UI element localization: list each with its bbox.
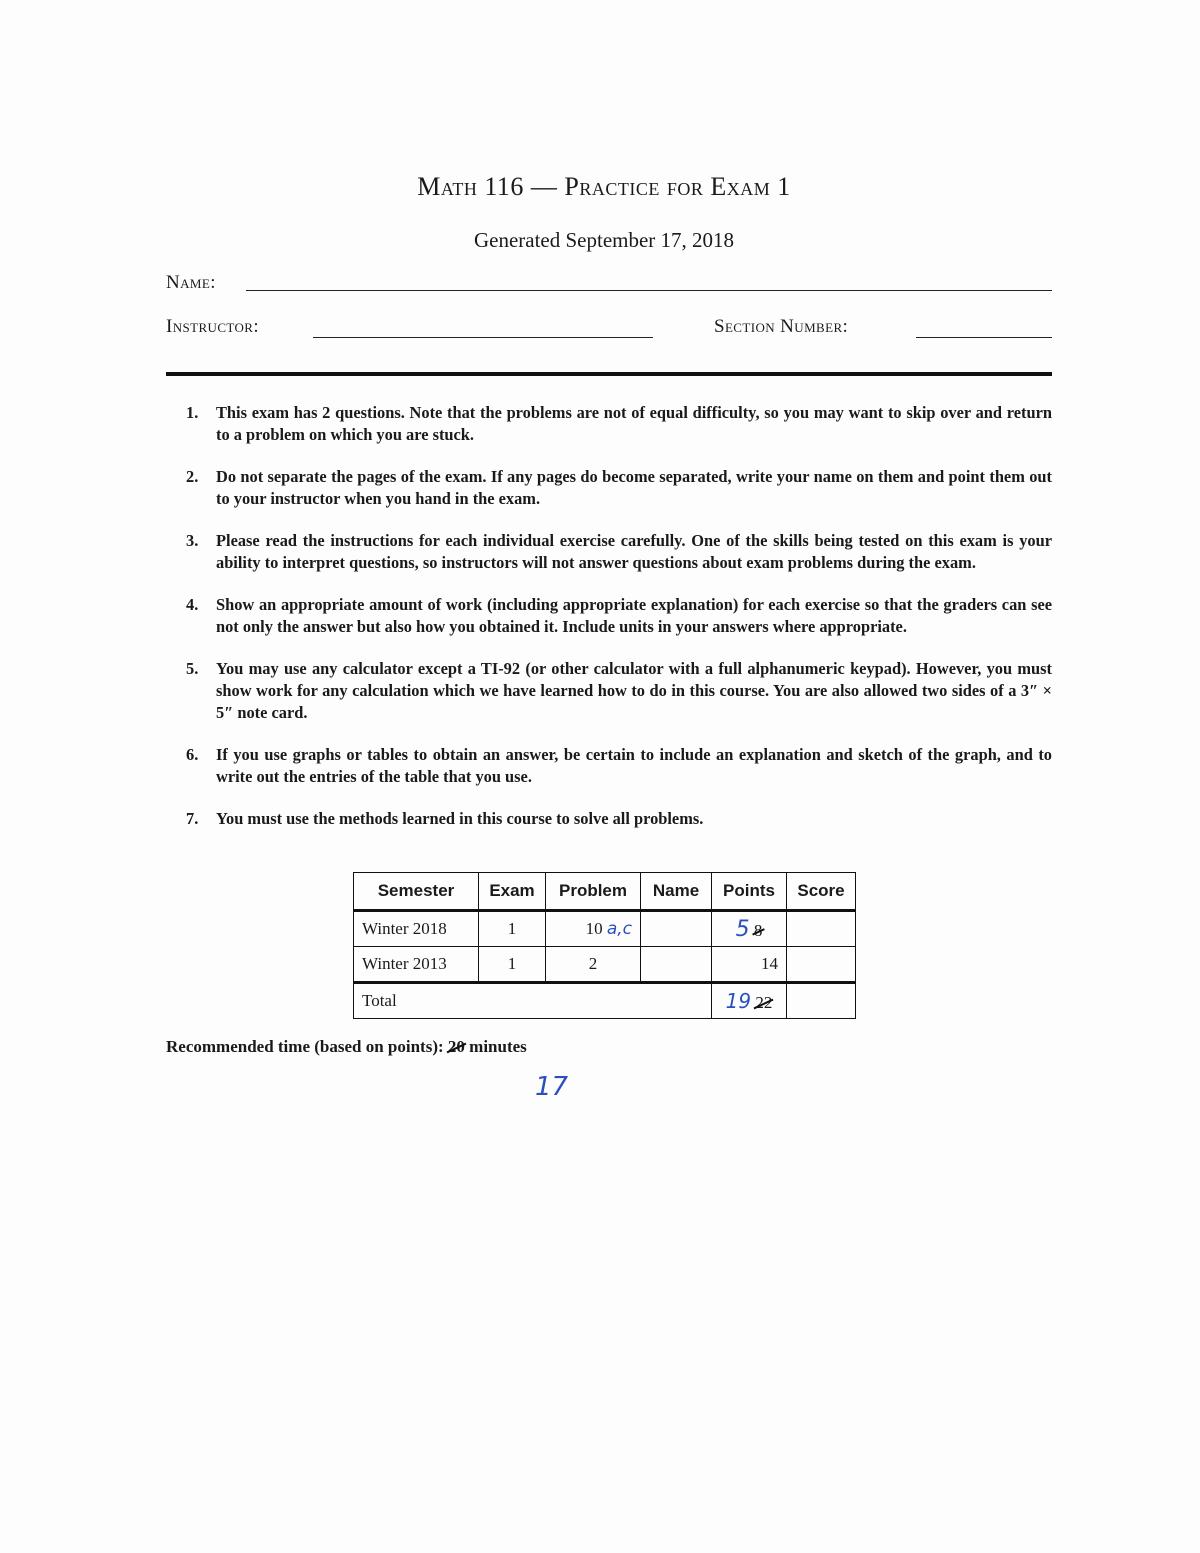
list-item bbox=[186, 658, 1052, 724]
problem-cell bbox=[546, 911, 641, 947]
table-header-row bbox=[354, 873, 856, 911]
struck-points: 8 bbox=[753, 920, 763, 940]
header-divider bbox=[166, 372, 1052, 376]
total-points-cell bbox=[712, 983, 787, 1019]
struck-total: 22 bbox=[755, 993, 773, 1012]
item-number: 5. bbox=[186, 659, 199, 678]
instructions-list bbox=[186, 402, 1052, 850]
instructor-label: Instructor: bbox=[166, 316, 260, 337]
list-item bbox=[186, 466, 1052, 510]
handwritten-parts: a,c bbox=[606, 919, 632, 939]
header-score: Score bbox=[787, 873, 856, 911]
header-name: Name bbox=[641, 873, 712, 911]
exam-cell: 1 bbox=[479, 911, 546, 947]
list-item bbox=[186, 530, 1052, 574]
item-number: 7. bbox=[186, 809, 199, 828]
name-field[interactable] bbox=[246, 290, 1052, 291]
exam-cell: 1 bbox=[479, 947, 546, 983]
item-number: 6. bbox=[186, 745, 199, 764]
item-number: 3. bbox=[186, 531, 199, 550]
item-number: 4. bbox=[186, 595, 199, 614]
list-item bbox=[186, 808, 1052, 830]
score-cell[interactable] bbox=[787, 947, 856, 983]
name-cell[interactable] bbox=[641, 947, 712, 983]
minutes-unit: minutes bbox=[469, 1037, 527, 1056]
item-text: Do not separate the pages of the exam. If any pages do become separated, write your name on them and point them out to your instructor when you hand in the exam. bbox=[216, 467, 1052, 508]
score-cell[interactable] bbox=[787, 911, 856, 947]
problem-cell: 2 bbox=[546, 947, 641, 983]
section-number-field[interactable] bbox=[916, 337, 1052, 338]
item-text: You must use the methods learned in this course to solve all problems. bbox=[216, 809, 704, 828]
item-text: You may use any calculator except a TI-92 (or other calculator with a full alphanumeric keypad). However, you must show work for any calculation which we have learned how to do in this course. You are also allowed two sides of a 3″ × 5″ note card. bbox=[216, 659, 1052, 722]
course-name: Math 116 bbox=[417, 172, 524, 201]
recommended-label: Recommended time (based on points): bbox=[166, 1037, 444, 1056]
handwritten-points: 5 bbox=[735, 916, 750, 942]
score-table bbox=[353, 872, 856, 1019]
header-points: Points bbox=[712, 873, 787, 911]
recommended-time bbox=[166, 1037, 527, 1057]
item-text: This exam has 2 questions. Note that the problems are not of equal difficulty, so you may want to skip over and return to a problem on which you are stuck. bbox=[216, 403, 1052, 444]
points-cell bbox=[712, 911, 787, 947]
struck-minutes: 20 bbox=[447, 1037, 465, 1056]
handwritten-total: 19 bbox=[725, 989, 752, 1013]
list-item bbox=[186, 402, 1052, 446]
instructor-field[interactable] bbox=[313, 337, 653, 338]
semester-cell: Winter 2013 bbox=[354, 947, 479, 983]
semester-cell: Winter 2018 bbox=[354, 911, 479, 947]
item-number: 2. bbox=[186, 467, 199, 486]
header-exam: Exam bbox=[479, 873, 546, 911]
table-total-row bbox=[354, 983, 856, 1019]
list-item bbox=[186, 744, 1052, 788]
name-cell[interactable] bbox=[641, 911, 712, 947]
page-title bbox=[0, 172, 1200, 202]
title-separator: — bbox=[523, 172, 565, 201]
table-row bbox=[354, 911, 856, 947]
generated-date: Generated September 17, 2018 bbox=[473, 228, 735, 252]
name-label: Name: bbox=[166, 272, 216, 293]
total-label: Total bbox=[354, 983, 712, 1019]
item-text: If you use graphs or tables to obtain an answer, be certain to include an explanation and sketch of the graph, and to write out the entries of the table that you use. bbox=[216, 745, 1052, 786]
item-number: 1. bbox=[186, 403, 199, 422]
points-cell: 14 bbox=[712, 947, 787, 983]
problem-number: 10 bbox=[585, 919, 603, 938]
exam-name: Practice for Exam 1 bbox=[564, 172, 791, 201]
handwritten-minutes: 17 bbox=[535, 1072, 569, 1102]
list-item bbox=[186, 594, 1052, 638]
item-text: Please read the instructions for each individual exercise carefully. One of the skills being tested on this exam is your ability to interpret questions, so instructors will not answer questions about exam problems during the exam. bbox=[216, 531, 1052, 572]
section-number-label: Section Number: bbox=[714, 316, 849, 337]
header-problem: Problem bbox=[546, 873, 641, 911]
total-score-cell[interactable] bbox=[787, 983, 856, 1019]
item-text: Show an appropriate amount of work (including appropriate explanation) for each exercise so that the graders can see not only the answer but also how you obtained it. Include units in your answers where appropriate. bbox=[216, 595, 1052, 636]
header-semester: Semester bbox=[354, 873, 479, 911]
table-row bbox=[354, 947, 856, 983]
